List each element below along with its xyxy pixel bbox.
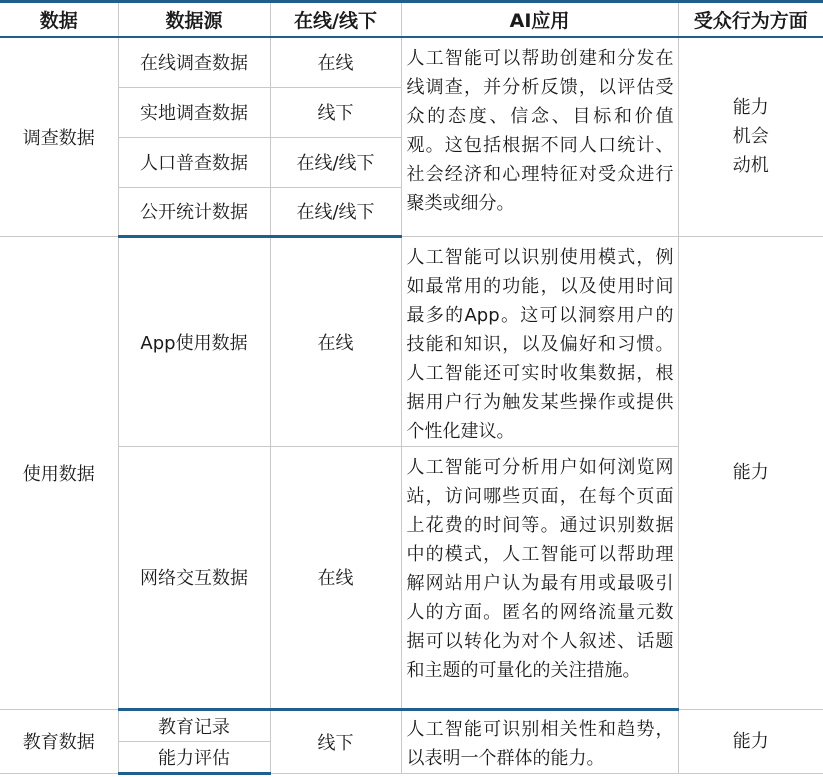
mode-cell: 在线/线下 — [270, 137, 401, 187]
mode-cell: 在线 — [270, 446, 401, 709]
audience-item: 能力 — [732, 730, 769, 752]
mode-cell: 线下 — [270, 87, 401, 137]
mode-cell: 在线/线下 — [270, 187, 401, 236]
audience-item: 能力 — [732, 97, 769, 119]
header-row — [0, 2, 823, 38]
ai-application-cell: 人工智能可以识别使用模式，例如最常用的功能，以及使用时间最多的App。这可以洞察用户的技能和知识，以及偏好和习惯。人工智能还可实时收集数据，根据用户行为触发某些操作或提供个性化建议。 — [401, 236, 678, 446]
header-ai: AI应用 — [401, 2, 678, 38]
source-cell: 在线调查数据 — [118, 37, 270, 87]
source-cell: 公开统计数据 — [118, 187, 270, 236]
header-audience: 受众行为方面 — [678, 2, 823, 38]
category-cell: 使用数据 — [0, 236, 118, 709]
mode-cell: 在线 — [270, 37, 401, 87]
mode-cell: 在线 — [270, 236, 401, 446]
table-row — [0, 37, 823, 87]
table-row — [0, 709, 823, 741]
source-cell: 实地调查数据 — [118, 87, 270, 137]
ai-application-cell: 人工智能可以帮助创建和分发在线调查，并分析反馈，以评估受众的态度、信念、目标和价值观。这包括根据不同人口统计、社会经济和心理特征对受众进行聚类或细分。 — [401, 37, 678, 236]
source-cell: 能力评估 — [118, 741, 270, 773]
audience-cell — [678, 709, 823, 773]
table-row — [0, 236, 823, 446]
category-cell: 调查数据 — [0, 37, 118, 236]
audience-cell — [678, 236, 823, 709]
mode-cell: 线下 — [270, 709, 401, 773]
audience-item: 机会 — [732, 126, 769, 148]
header-source: 数据源 — [118, 2, 270, 38]
audience-item: 动机 — [732, 155, 769, 177]
category-cell: 教育数据 — [0, 709, 118, 773]
header-data: 数据 — [0, 2, 118, 38]
source-cell: 网络交互数据 — [118, 446, 270, 709]
source-cell: App使用数据 — [118, 236, 270, 446]
audience-item: 能力 — [732, 462, 769, 483]
source-cell: 教育记录 — [118, 709, 270, 741]
audience-cell — [678, 37, 823, 236]
ai-application-cell: 人工智能可识别相关性和趋势，以表明一个群体的能力。 — [401, 709, 678, 773]
ai-application-cell: 人工智能可分析用户如何浏览网站，访问哪些页面，在每个页面上花费的时间等。通过识别数据中的模式，人工智能可以帮助理解网站用户认为最有用或最吸引人的方面。匿名的网络流量元数据可以转化为对个人叙述、话题和主题的可量化的关注措施。 — [401, 446, 678, 709]
header-mode: 在线/线下 — [270, 2, 401, 38]
source-cell: 人口普查数据 — [118, 137, 270, 187]
